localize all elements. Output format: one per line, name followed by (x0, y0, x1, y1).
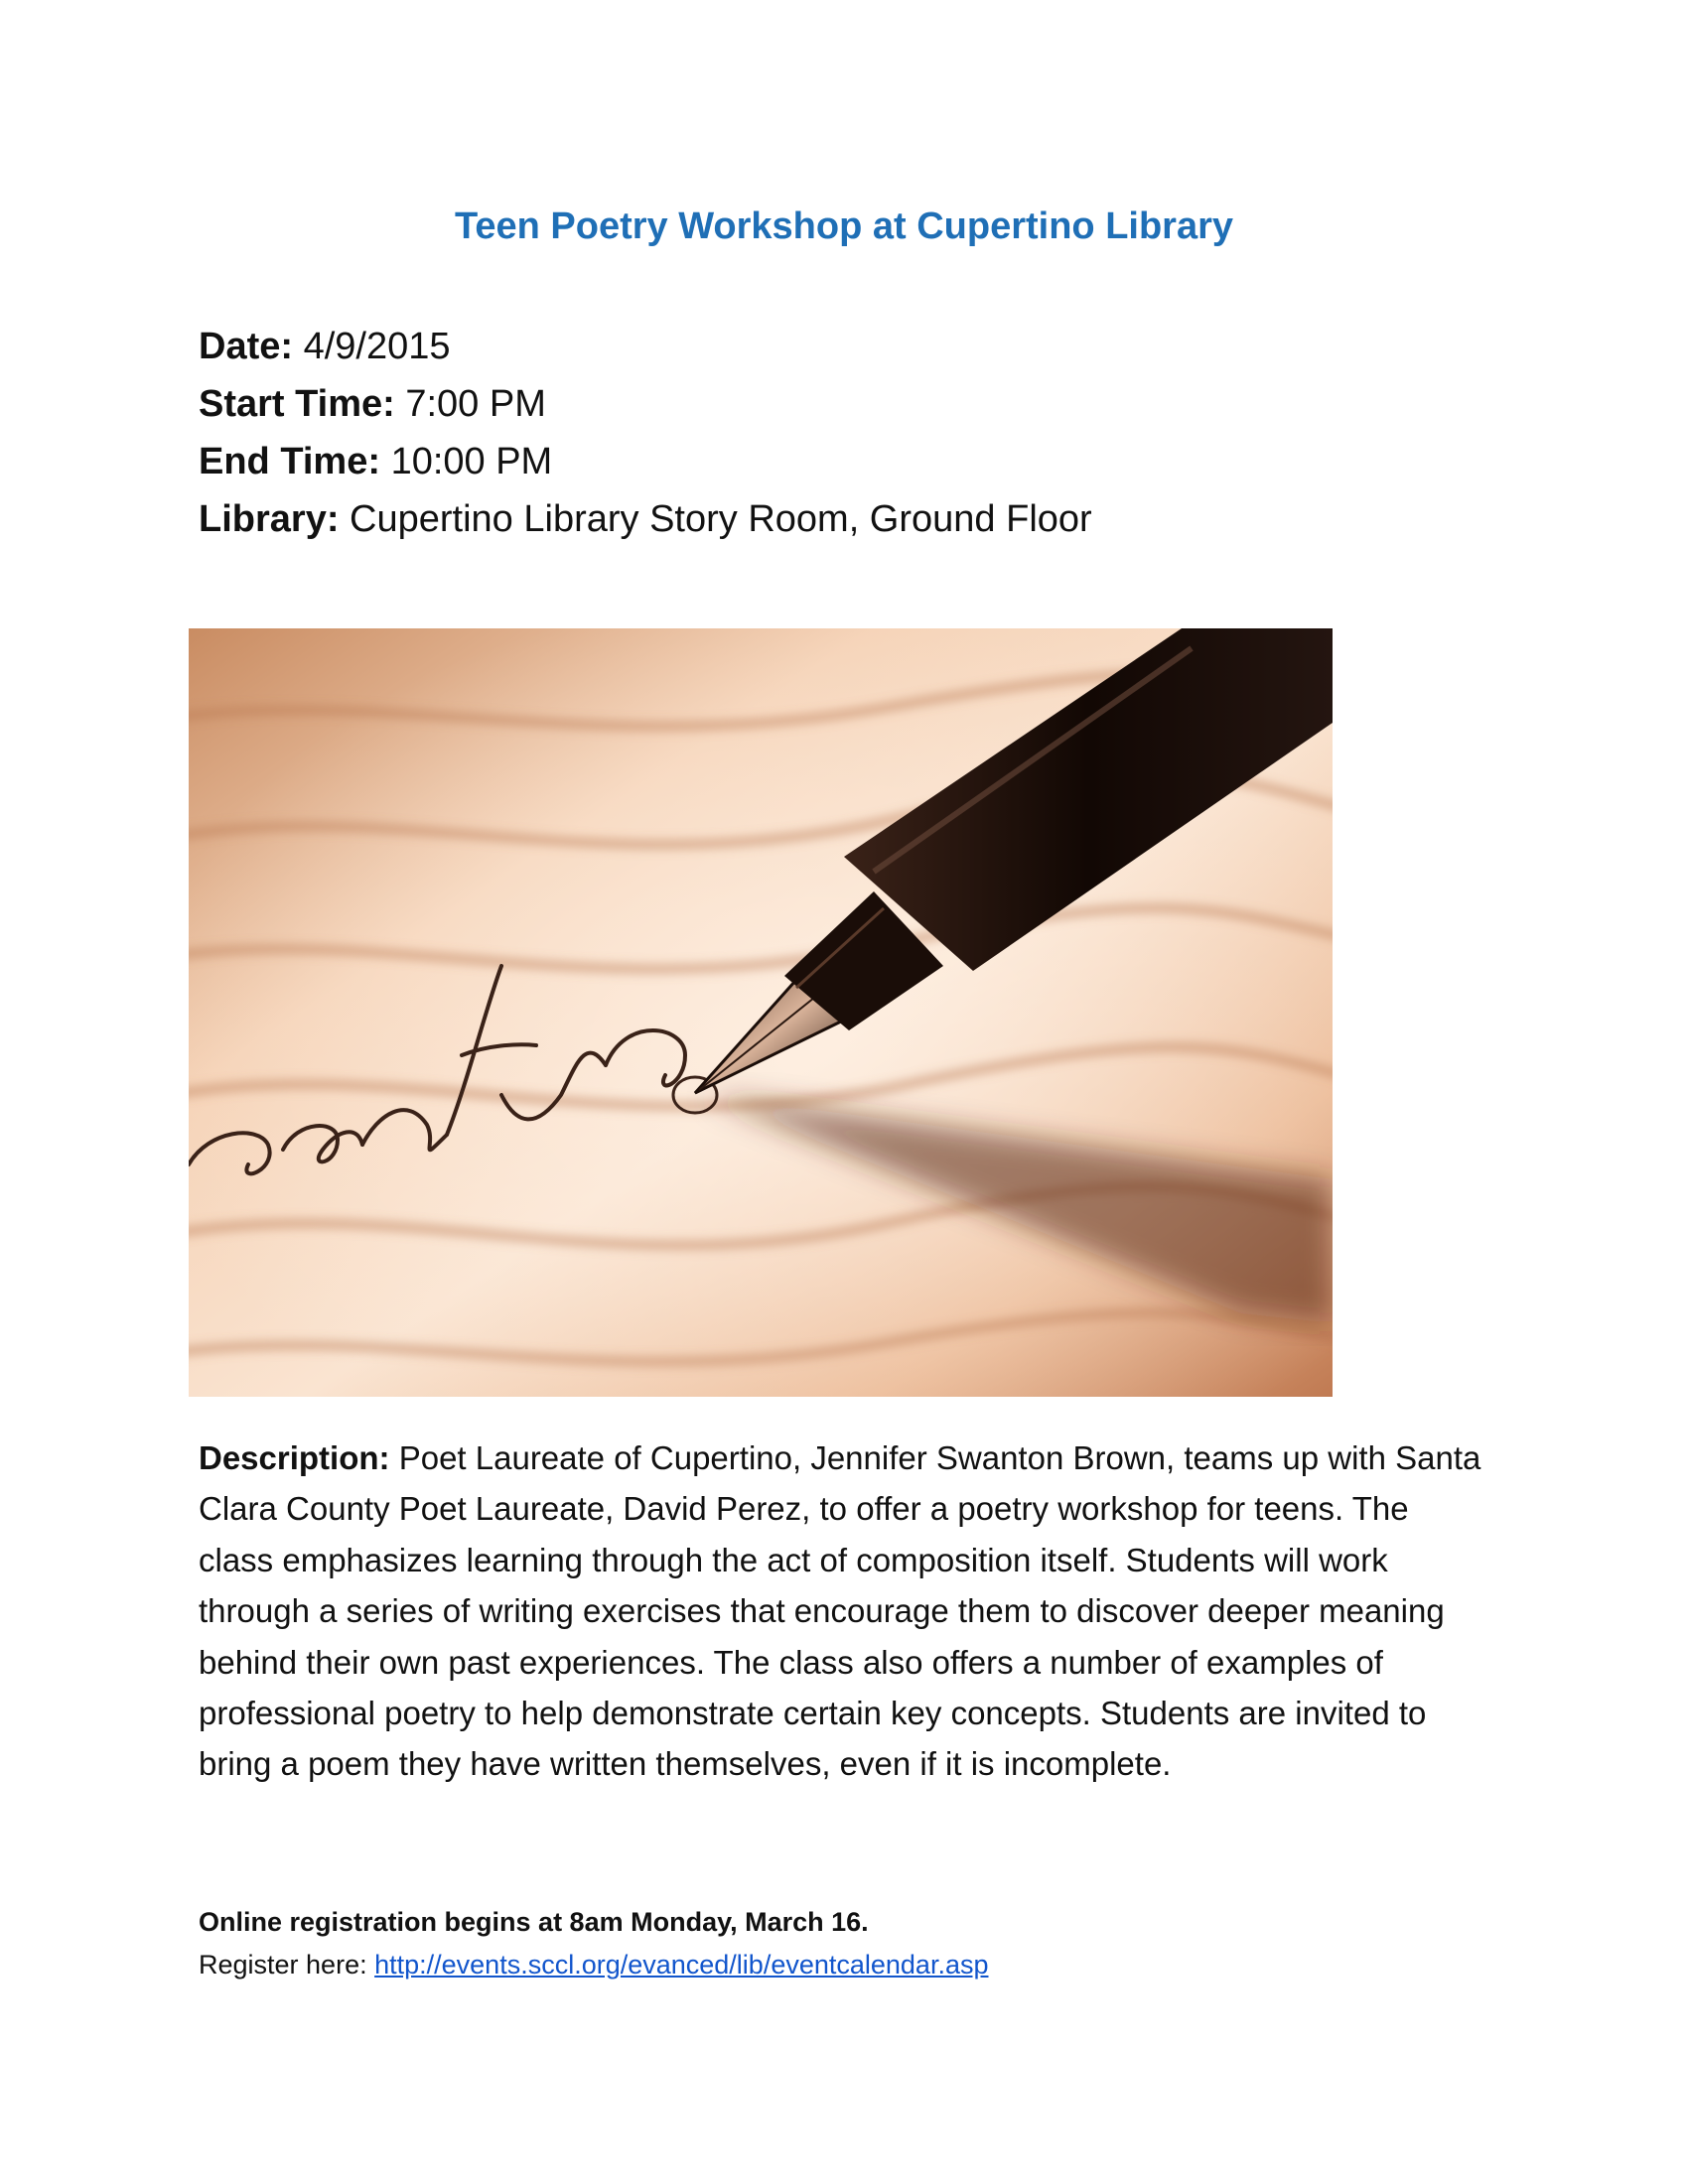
start-time-row (199, 375, 1092, 433)
start-time-label: Start Time: (199, 383, 395, 425)
fountain-pen-writing-icon (189, 628, 1333, 1397)
page-title: Teen Poetry Workshop at Cupertino Library (454, 205, 1234, 247)
description-label: Description: (199, 1439, 390, 1476)
register-row (199, 1944, 989, 1986)
fountain-pen-photo (189, 628, 1333, 1397)
description-text: Poet Laureate of Cupertino, Jennifer Swanton Brown, teams up with Santa Clara County Poet Laureate, David Perez, to offer a poetry workshop for teens. The class emphasizes learning through the act of composition itself. Students will work through a series of writing exercises that encourage them to discover deeper meaning behind their own past experiences. The class also offers a number of examples of professional poetry to help demonstrate certain key concepts. Students are invited to bring a poem they have written themselves, even if it is incomplete. (199, 1439, 1481, 1783)
date-label: Date: (199, 326, 294, 367)
date-value: 4/9/2015 (303, 326, 451, 367)
event-details (199, 318, 1092, 548)
end-time-row (199, 433, 1092, 490)
library-row (199, 490, 1092, 548)
registration-notice: Online registration begins at 8am Monday, March 16. (199, 1907, 869, 1937)
registration-info (199, 1901, 989, 1986)
register-label: Register here: (199, 1950, 367, 1979)
library-label: Library: (199, 498, 340, 540)
date-row (199, 318, 1092, 375)
event-description (199, 1433, 1489, 1790)
end-time-value: 10:00 PM (390, 441, 553, 482)
start-time-value: 7:00 PM (405, 383, 546, 425)
end-time-label: End Time: (199, 441, 380, 482)
register-link[interactable]: http://events.sccl.org/evanced/lib/eventcalendar.asp (374, 1950, 989, 1979)
library-value: Cupertino Library Story Room, Ground Floor (350, 498, 1092, 540)
